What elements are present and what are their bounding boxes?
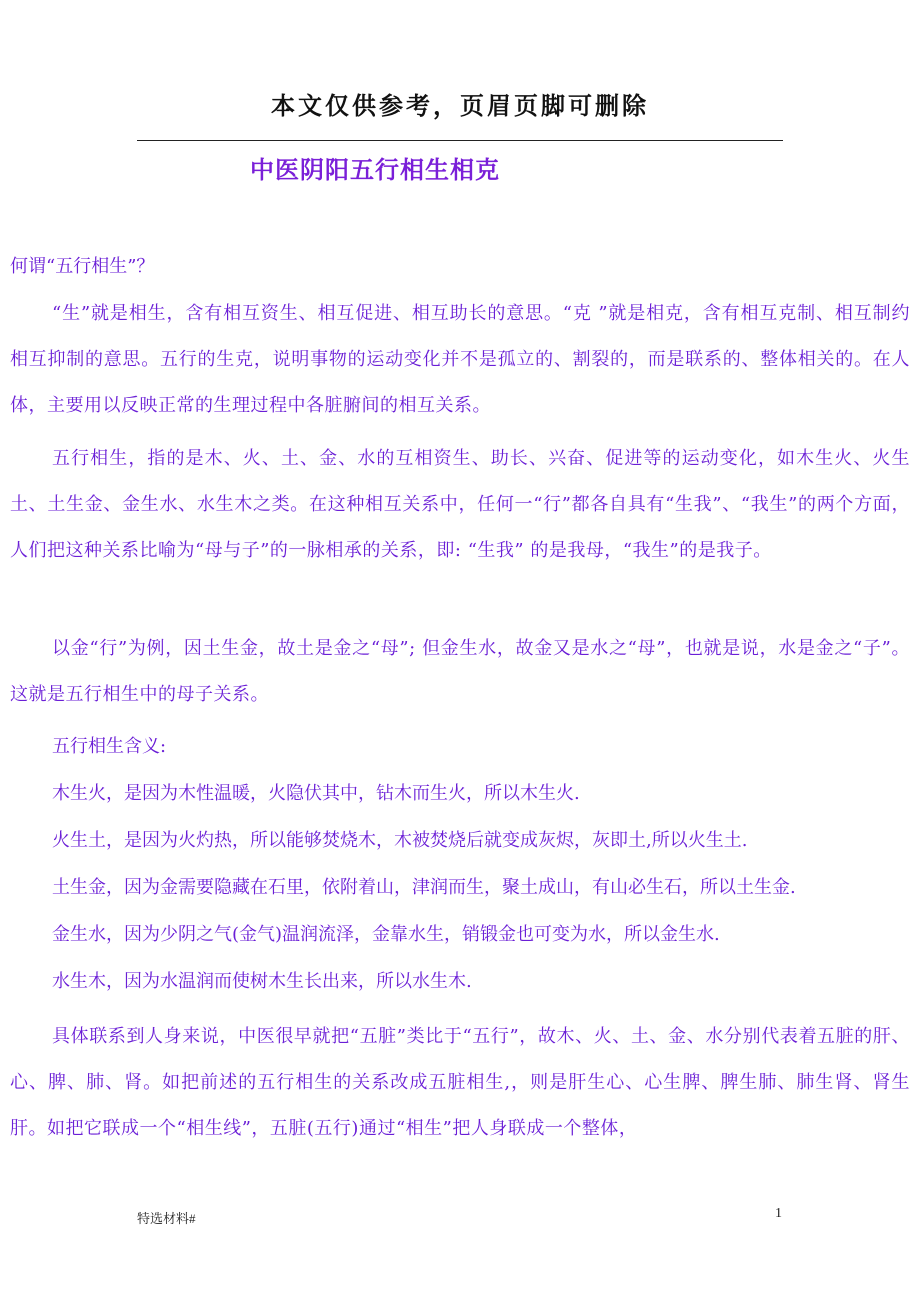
meaning-line-metal-water: 金生水，因为少阴之气(金气)温润流泽，金靠水生，销锻金也可变为水，所以金生水. [52, 924, 720, 945]
paragraph-metal-example: 以金“行”为例，因土生金，故土是金之“母”; 但金生水，故金又是水之“母”，也就是说，水是金之“子”。这就是五行相生中的母子关系。 [10, 638, 910, 705]
document-title: 中医阴阳五行相生相克 [250, 155, 500, 184]
paragraph-organs: 具体联系到人身来说，中医很早就把“五脏”类比于“五行”，故木、火、土、金、水分别代表着五脏的肝、心、脾、肺、肾。如把前述的五行相生的关系改成五脏相生,，则是肝生心、心生脾、脾生肺、肺生肾、肾生肝。如把它联成一个“相生线”，五脏(五行)通过“相生”把人身联成一个整体， [10, 1026, 910, 1139]
meaning-line-fire-earth: 火生土，是因为火灼热，所以能够焚烧木，木被焚烧后就变成灰烬，灰即土,所以火生土. [52, 830, 748, 851]
meaning-line-earth-metal: 土生金，因为金需要隐藏在石里，依附着山，津润而生，聚土成山，有山必生石，所以土生金. [52, 877, 796, 898]
section-heading: 何谓“五行相生”？ [10, 256, 155, 277]
header-note: 本文仅供参考，页眉页脚可删除 [271, 92, 649, 120]
paragraph-five-elements: 五行相生，指的是木、火、土、金、水的互相资生、助长、兴奋、促进等的运动变化，如木生火、火生土、土生金、金生水、水生木之类。在这种相互关系中，任何一“行”都各自具有“生我”、“我生”的两个方面，人们把这种关系比喻为“母与子”的一脉相承的关系，即: “生我” 的是我母，“我生”的是我子。 [10, 448, 910, 561]
meaning-line-wood-fire: 木生火，是因为木性温暖，火隐伏其中，钻木而生火，所以木生火. [52, 783, 580, 804]
header-divider [137, 140, 783, 141]
meaning-line-water-wood: 水生木，因为水温润而使树木生长出来，所以水生木. [52, 971, 472, 992]
paragraph-definition: “生”就是相生，含有相互资生、相互促进、相互助长的意思。“克 ”就是相克，含有相互克制、相互制约相互抑制的意思。五行的生克，说明事物的运动变化并不是孤立的、割裂的，而是联系的、整体相关的。在人体，主要用以反映正常的生理过程中各脏腑间的相互关系。 [10, 303, 910, 416]
meaning-heading: 五行相生含义: [52, 736, 167, 757]
page-number: 1 [775, 1206, 782, 1221]
footer-label: 特选材料# [137, 1211, 196, 1226]
